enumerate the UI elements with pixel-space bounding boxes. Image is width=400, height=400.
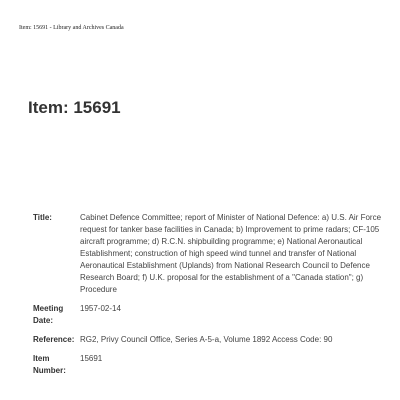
print-header: Item: 15691 - Library and Archives Canada [19,25,124,31]
title-value: Cabinet Defence Committee; report of Minister of National Defence: a) U.S. Air Force request for tanker base facilities in Canada; b) Improvement to prime radars; CF-105 aircraft programme; d) R.C.N. shipbuilding programme; e) National Aeronautical Establishment; construction of high speed wind tunnel and transfer of National Aeronautical Establishment (Uplands) from National Research Council to Defence Research Board; f) U.K. proposal for the establishment of a "Canada station"; g) Procedure [80,213,382,294]
page-title: Item: 15691 [28,98,121,117]
item-number-value: 15691 [80,354,103,363]
reference-label: Reference: [33,335,75,344]
record-details [33,212,383,384]
meeting-date-value: 1957-02-14 [80,304,121,313]
meeting-date-label: Meeting Date: [33,304,64,325]
title-label: Title: [33,213,52,222]
reference-value: RG2, Privy Council Office, Series A-5-a, Volume 1892 Access Code: 90 [80,335,333,344]
title-row [33,212,383,296]
reference-row [33,334,383,346]
item-number-label: Item Number: [33,354,66,375]
meeting-date-row [33,303,383,327]
item-number-row [33,353,383,377]
